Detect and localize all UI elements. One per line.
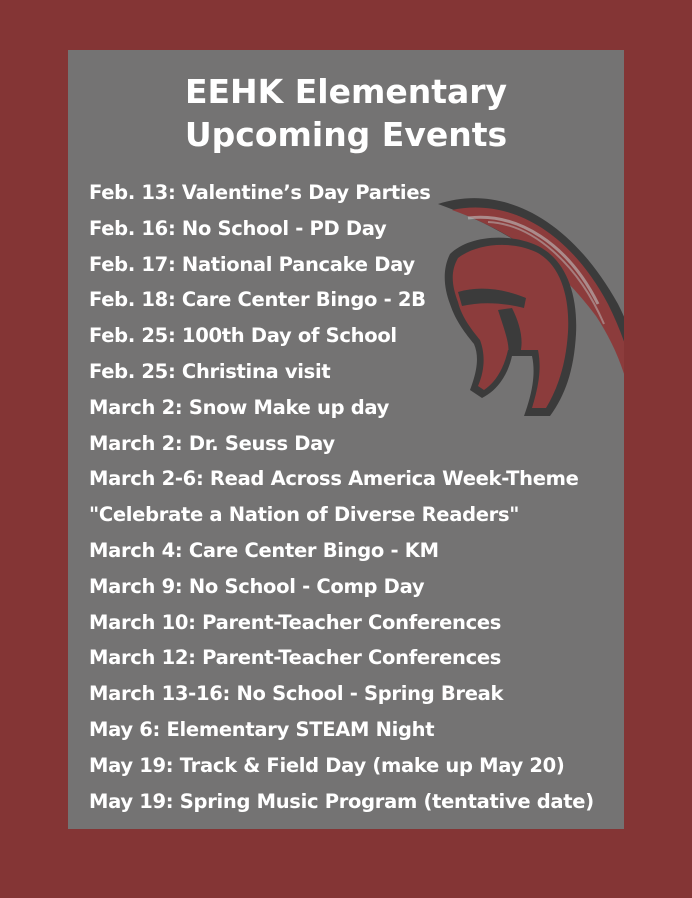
- event-item: Feb. 25: Christina visit: [89, 359, 331, 383]
- title-line-2: Upcoming Events: [184, 115, 508, 154]
- event-item: March 13-16: No School - Spring Break: [89, 682, 504, 706]
- event-item: Feb. 16: No School - PD Day: [89, 216, 387, 240]
- event-item: March 9: No School - Comp Day: [89, 574, 425, 598]
- event-item: March 12: Parent-Teacher Conferences: [89, 646, 502, 670]
- event-item: Feb. 18: Care Center Bingo - 2B: [89, 288, 426, 312]
- event-item: March 2: Snow Make up day: [89, 395, 390, 419]
- event-item: May 6: Elementary STEAM Night: [89, 717, 435, 741]
- event-item: Feb. 13: Valentine’s Day Parties: [89, 181, 431, 204]
- event-item: March 2: Dr. Seuss Day: [89, 431, 335, 455]
- event-item: March 10: Parent-Teacher Conferences: [89, 610, 502, 634]
- event-item: May 19: Track & Field Day (make up May 20): [89, 753, 565, 777]
- page-title: [68, 70, 624, 156]
- event-item: March 4: Care Center Bingo - KM: [89, 538, 439, 562]
- title-line-1: EEHK Elementary: [184, 72, 508, 111]
- event-item: "Celebrate a Nation of Diverse Readers": [89, 503, 520, 527]
- events-card: [68, 50, 624, 829]
- event-item: May 19: Spring Music Program (tentative date): [89, 789, 594, 813]
- event-item: Feb. 25: 100th Day of School: [89, 324, 397, 348]
- event-item: March 2-6: Read Across America Week-Theme: [89, 467, 579, 491]
- events-list: [89, 175, 594, 819]
- event-item: Feb. 17: National Pancake Day: [89, 252, 415, 276]
